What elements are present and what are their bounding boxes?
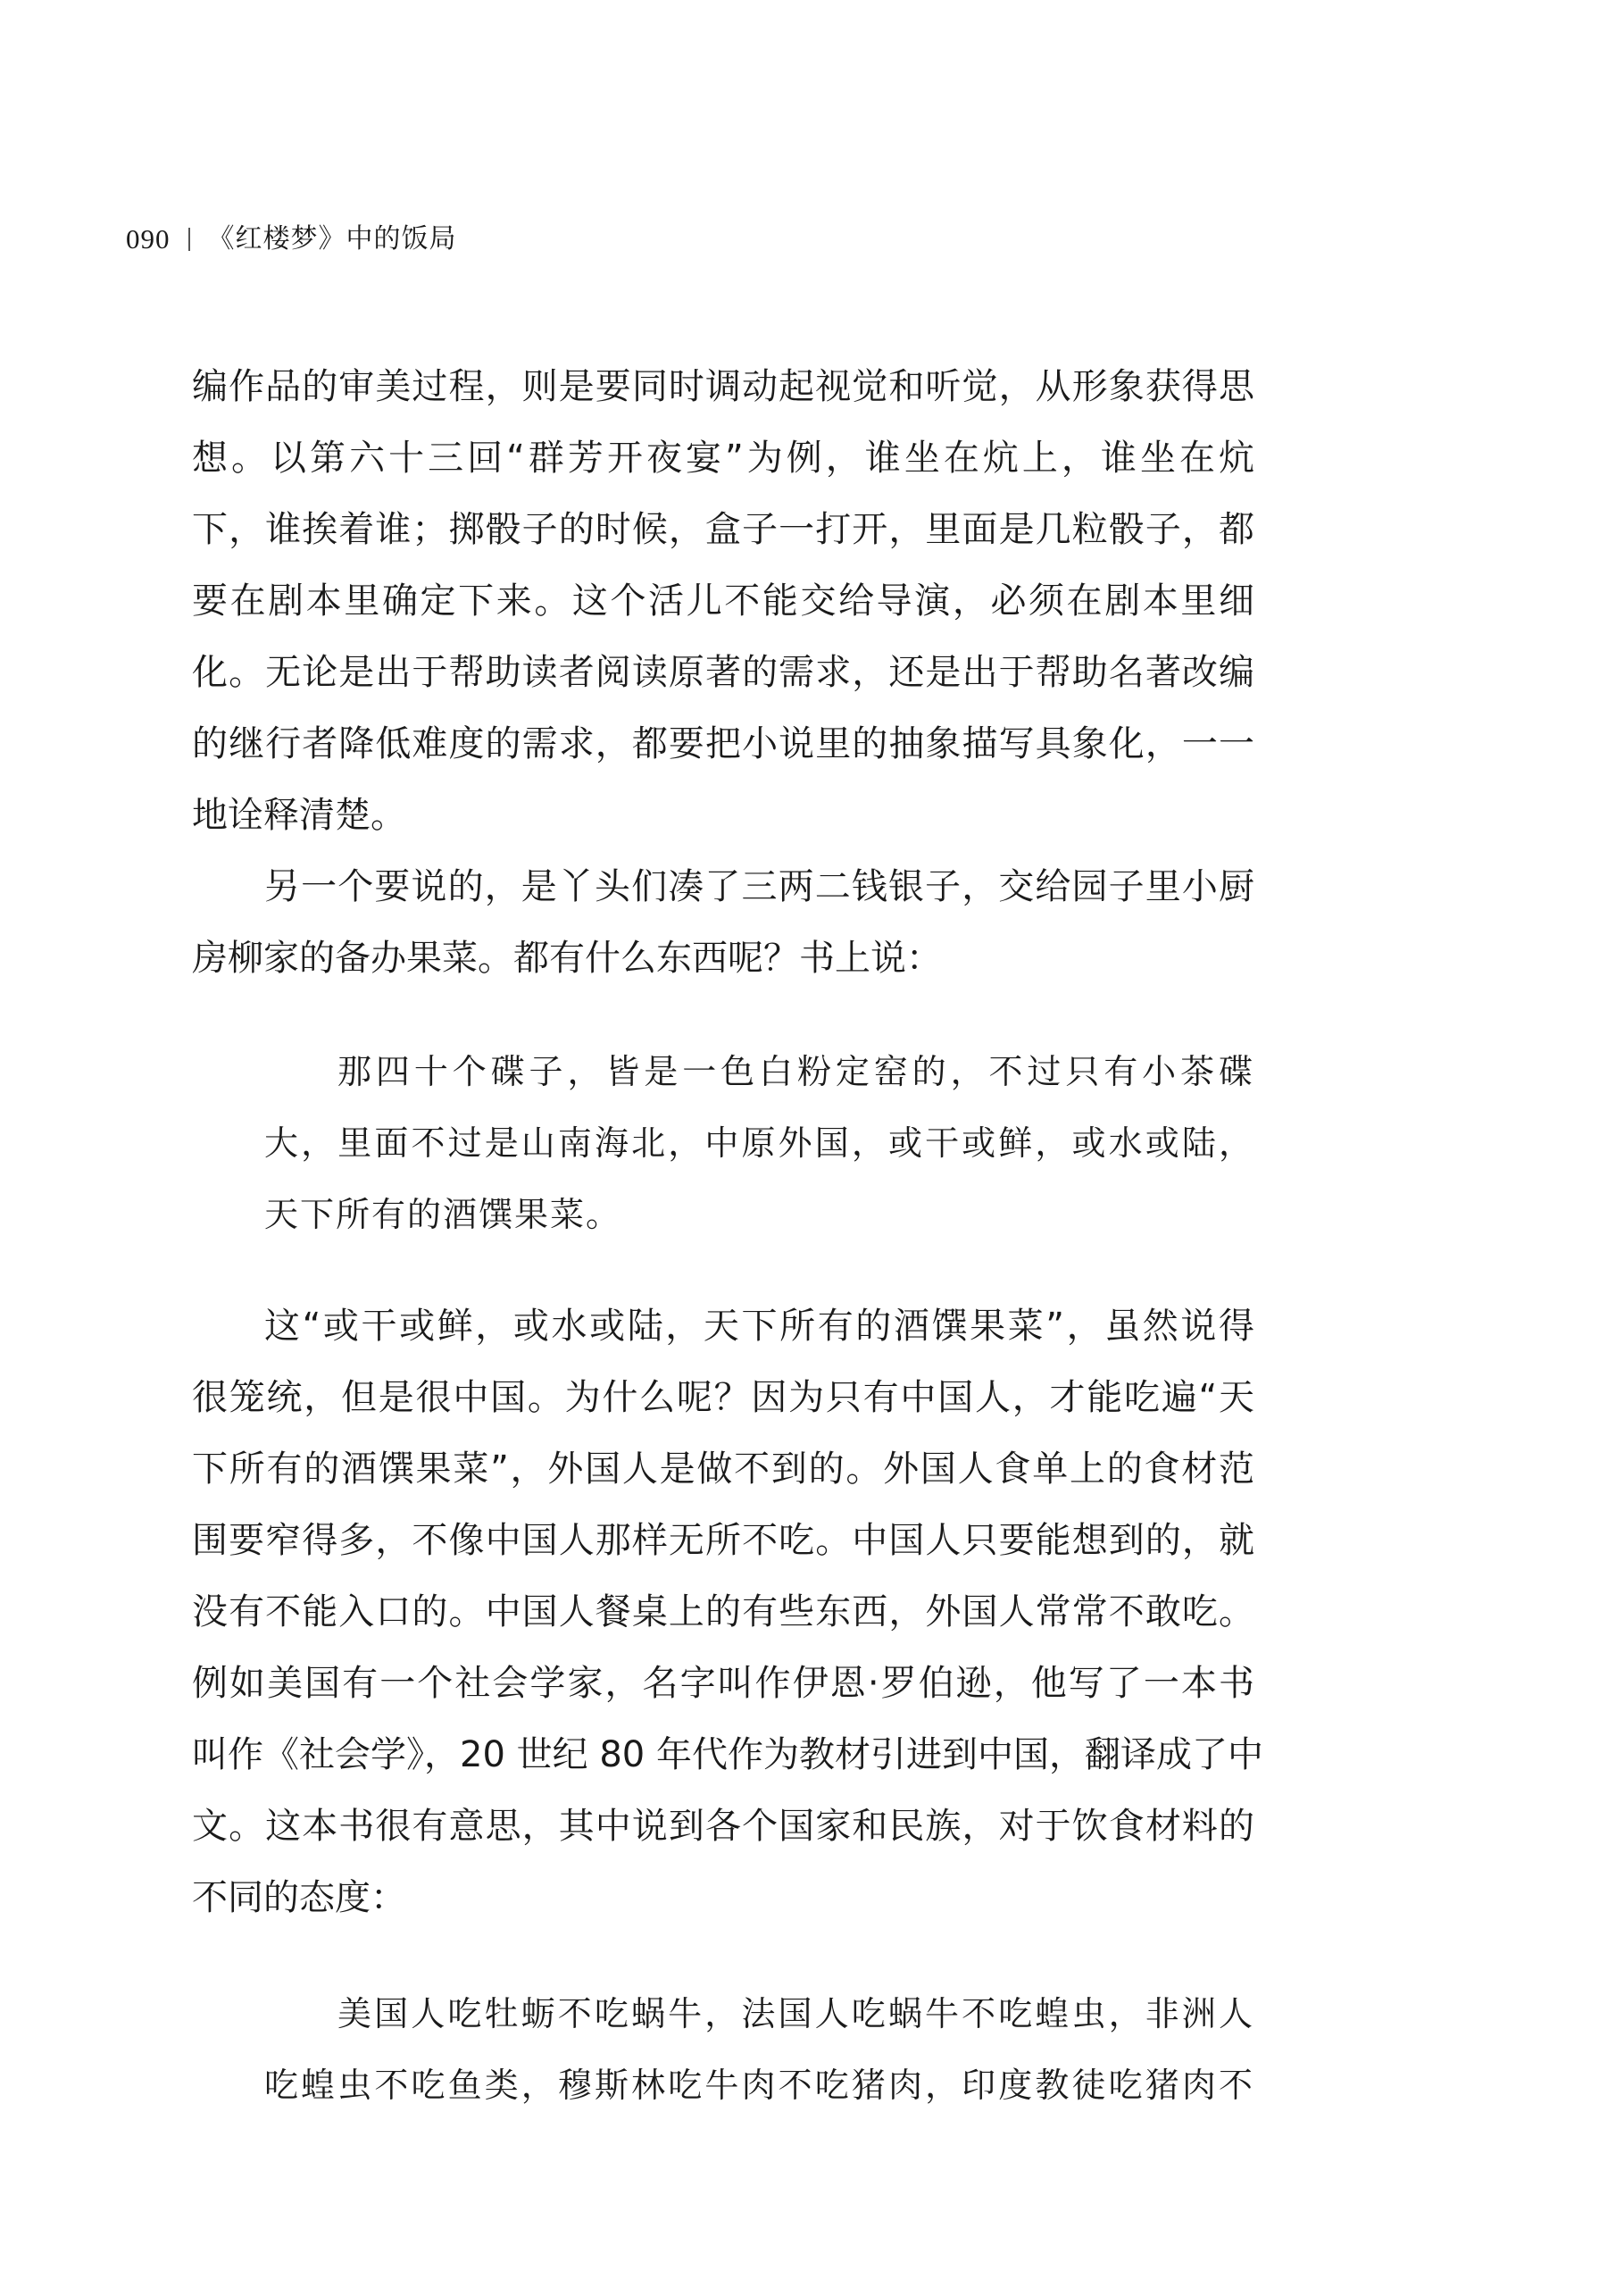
paragraph-line: 这“或干或鲜，或水或陆，天下所有的酒馔果菜”，虽然说得 — [264, 1306, 1254, 1347]
paragraph-line: 不同的态度： — [192, 1877, 406, 1918]
quote-line: 那四十个碟子，皆是一色白粉定窑的，不过只有小茶碟 — [337, 1052, 1254, 1091]
quote-line: 大，里面不过是山南海北，中原外国，或干或鲜，或水或陆， — [264, 1123, 1254, 1163]
running-head — [126, 221, 457, 257]
paragraph-line: 地诠释清楚。 — [192, 795, 406, 836]
quote-line: 天下所有的酒馔果菜。 — [264, 1195, 622, 1234]
header-divider — [188, 228, 190, 251]
paragraph-line: 房柳家的备办果菜。都有什么东西呢？书上说： — [192, 938, 942, 979]
paragraph-line: 编作品的审美过程，则是要同时调动起视觉和听觉，从形象获得思 — [192, 366, 1254, 407]
paragraph-line: 围要窄得多，不像中国人那样无所不吃。中国人只要能想到的，就 — [192, 1520, 1254, 1561]
paragraph-line: 下所有的酒馔果菜”，外国人是做不到的。外国人食单上的食材范 — [192, 1448, 1254, 1490]
paragraph-line: 另一个要说的，是丫头们凑了三两二钱银子，交给园子里小厨 — [264, 866, 1254, 907]
quote-line: 美国人吃牡蛎不吃蜗牛，法国人吃蜗牛不吃蝗虫，非洲人 — [337, 1994, 1254, 2033]
paragraph-line: 要在剧本里确定下来。这个活儿不能交给导演，必须在剧本里细 — [192, 580, 1254, 622]
quote-line: 吃蝗虫不吃鱼类，穆斯林吃牛肉不吃猪肉，印度教徒吃猪肉不 — [264, 2066, 1254, 2105]
paragraph-line: 叫作《社会学》，20 世纪 80 年代作为教材引进到中国，翻译成了中 — [192, 1734, 1263, 1775]
paragraph-line: 文。这本书很有意思，其中说到各个国家和民族，对于饮食材料的 — [192, 1806, 1254, 1847]
book-title: 《红楼梦》中的饭局 — [207, 223, 457, 255]
page-number: 090 — [126, 223, 171, 255]
paragraph-line: 想。以第六十三回“群芳开夜宴”为例，谁坐在炕上，谁坐在炕 — [192, 438, 1254, 479]
paragraph-line: 的继行者降低难度的需求，都要把小说里的抽象描写具象化，一一 — [192, 723, 1254, 764]
paragraph-line: 例如美国有一个社会学家，名字叫作伊恩·罗伯逊，他写了一本书 — [192, 1663, 1254, 1704]
paragraph-line: 很笼统，但是很中国。为什么呢？因为只有中国人，才能吃遍“天 — [192, 1377, 1254, 1418]
paragraph-line: 下，谁挨着谁；掷骰子的时候，盒子一打开，里面是几粒骰子，都 — [192, 509, 1254, 550]
paragraph-line: 化。无论是出于帮助读者阅读原著的需求，还是出于帮助名著改编 — [192, 652, 1254, 693]
paragraph-line: 没有不能入口的。中国人餐桌上的有些东西，外国人常常不敢吃。 — [192, 1591, 1254, 1632]
